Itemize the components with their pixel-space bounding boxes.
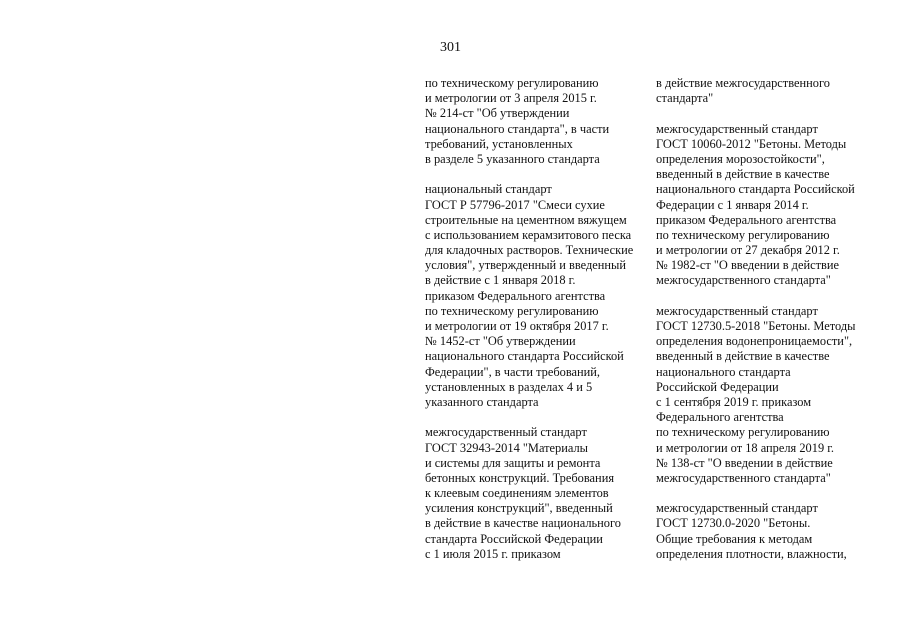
paragraph-gap [425,410,657,425]
paragraph-gap [425,167,657,182]
text-paragraph [656,304,896,486]
text-line: национального стандарта Российской [425,349,624,364]
text-line: Российской Федерации [656,379,779,394]
text-line: ГОСТ 10060-2012 "Бетоны. Методы [656,136,847,151]
text-line: национального стандарта Российской [656,182,855,197]
text-line: усиления конструкций", введенный [425,501,613,516]
text-line: № 1452-ст "Об утверждении [425,334,576,349]
text-line: № 214-ст "Об утверждении [425,106,570,121]
text-paragraph [656,501,896,562]
text-line: межгосударственный стандарт [656,303,818,318]
text-paragraph [425,76,657,167]
text-line: и метрологии от 19 октября 2017 г. [425,319,609,333]
text-line: № 138-ст "О введении в действие [656,455,833,470]
text-line: и метрологии от 18 апреля 2019 г. [656,440,835,455]
text-line: по техническому регулированию [425,303,599,318]
text-line: приказом Федерального агентства [425,288,606,303]
text-line: по техническому регулированию [425,76,599,90]
text-line: Федерации с 1 января 2014 г. [656,197,809,212]
text-paragraph [425,182,657,410]
text-line: в разделе 5 указанного стандарта [425,151,600,166]
paragraph-gap [656,106,896,121]
text-line: введенный в действие в качестве [656,349,830,364]
text-line: межгосударственный стандарт [656,501,818,516]
text-line: национального стандарта [656,364,791,379]
text-line: № 1982-ст "О введении в действие [656,258,839,273]
text-line: приказом Федерального агентства [656,212,837,227]
text-line: с 1 сентября 2019 г. приказом [656,394,812,409]
text-line: по техническому регулированию [656,227,830,242]
text-line: ГОСТ Р 57796-2017 "Смеси сухие [425,197,605,212]
text-line: ГОСТ 12730.5-2018 "Бетоны. Методы [656,319,856,333]
text-line: определения плотности, влажности, [656,546,847,561]
text-line: определения морозостойкости", [656,151,825,166]
text-paragraph [656,76,896,106]
text-line: межгосударственный стандарт [656,121,818,136]
left-column [425,76,657,562]
text-line: и метрологии от 3 апреля 2015 г. [425,91,597,106]
text-line: национального стандарта", в части [425,121,610,136]
text-line: по техническому регулированию [656,425,830,440]
right-column [656,76,896,562]
text-line: межгосударственного стандарта" [656,273,831,288]
text-line: введенный в действие в качестве [656,167,830,182]
text-line: для кладочных растворов. Технические [425,243,634,258]
text-line: Федерации", в части требований, [425,364,601,379]
text-line: ГОСТ 12730.0-2020 "Бетоны. [656,516,811,531]
text-line: с использованием керамзитового песка [425,227,632,242]
text-paragraph [656,122,896,289]
text-line: с 1 июля 2015 г. приказом [425,546,561,561]
text-line: стандарта Российской Федерации [425,531,603,546]
text-line: межгосударственный стандарт [425,425,587,440]
text-line: национальный стандарт [425,182,552,197]
text-line: указанного стандарта [425,394,539,409]
text-line: в действие в качестве национального [425,516,621,531]
text-line: ГОСТ 32943-2014 "Материалы [425,440,588,455]
text-line: в действие межгосударственного [656,76,830,90]
text-line: Федерального агентства [656,410,784,425]
text-line: в действие с 1 января 2018 г. [425,273,576,288]
paragraph-gap [656,486,896,501]
text-paragraph [425,425,657,562]
text-line: стандарта" [656,91,714,106]
text-line: определения водонепроницаемости", [656,334,853,349]
text-line: и метрологии от 27 декабря 2012 г. [656,243,840,258]
text-line: условия", утвержденный и введенный [425,258,626,273]
text-line: и системы для защиты и ремонта [425,455,601,470]
text-line: требований, установленных [425,136,573,151]
text-line: установленных в разделах 4 и 5 [425,379,593,394]
text-line: к клеевым соединениям элементов [425,486,609,501]
text-line: бетонных конструкций. Требования [425,470,615,485]
text-line: межгосударственного стандарта" [656,470,831,485]
text-line: Общие требования к методам [656,531,813,546]
paragraph-gap [656,289,896,304]
page-number: 301 [440,40,461,55]
text-line: строительные на цементном вяжущем [425,212,627,227]
